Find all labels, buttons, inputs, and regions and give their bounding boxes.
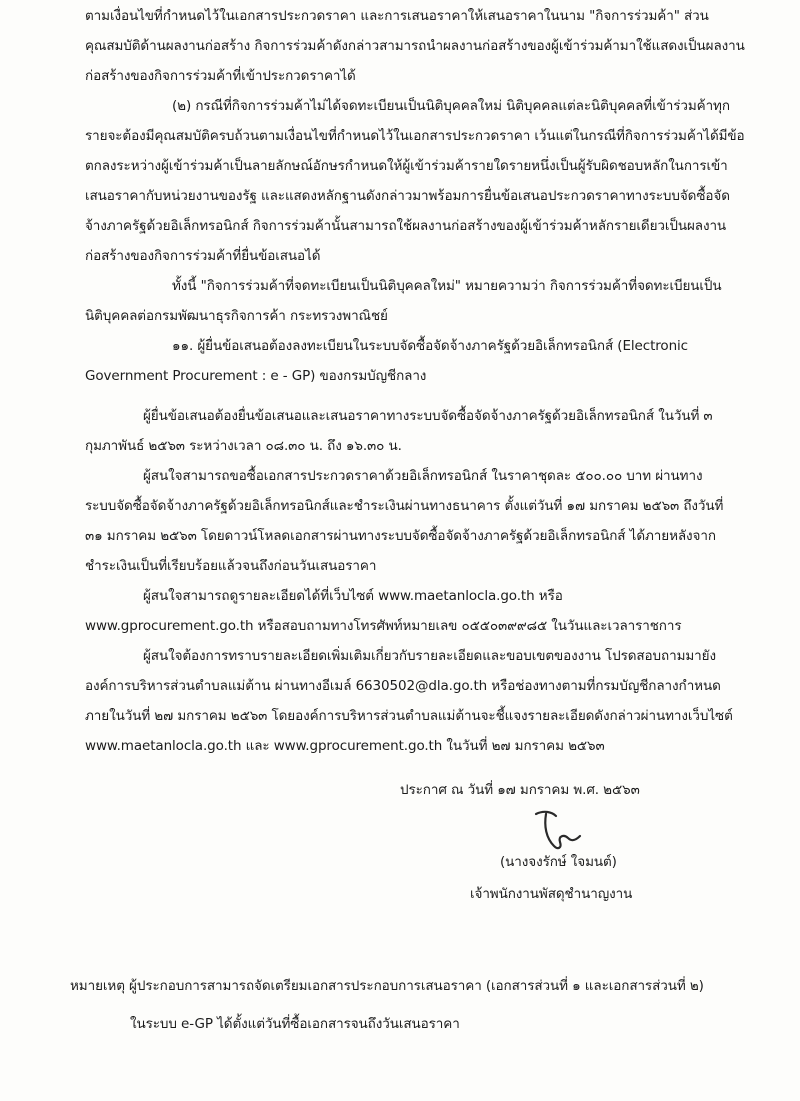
body-text-line: ภายในวันที่ ๒๗ มกราคม ๒๕๖๓ โดยองค์การบริหารส่วนตำบลแม่ต้านจะชี้แจงรายละเอียดดังกล่าวผ่านทางเว็บไซต์ (85, 708, 733, 724)
note-text-line: หมายเหตุ ผู้ประกอบการสามารถจัดเตรียมเอกสารประกอบการเสนอราคา (เอกสารส่วนที่ ๑ และเอกสารส่วนที่ ๒) (70, 978, 704, 994)
body-text-line: องค์การบริหารส่วนตำบลแม่ต้าน ผ่านทางอีเมล์ 6630502@dla.go.th หรือช่องทางตามที่กรมบัญชีกลางกำหนด (85, 678, 721, 694)
body-text-line: ผู้สนใจสามารถดูรายละเอียดได้ที่เว็บไซต์ www.maetanlocla.go.th หรือ (143, 588, 563, 604)
body-text-line: ๑๑. ผู้ยื่นข้อเสนอต้องลงทะเบียนในระบบจัดซื้อจัดจ้างภาครัฐด้วยอิเล็กทรอนิกส์ (Electronic (172, 338, 689, 354)
body-text-line: ก่อสร้างของกิจการร่วมค้าที่ยื่นข้อเสนอได้ (85, 248, 321, 264)
body-text-line: คุณสมบัติด้านผลงานก่อสร้าง กิจการร่วมค้าดังกล่าวสามารถนำผลงานก่อสร้างของผู้เข้าร่วมค้ามาใช้แสดงเป็นผลงาน (85, 38, 745, 54)
body-text-line: ชำระเงินเป็นที่เรียบร้อยแล้วจนถึงก่อนวันเสนอราคา (85, 558, 377, 574)
body-text-line: ตกลงระหว่างผู้เข้าร่วมค้าเป็นลายลักษณ์อักษรกำหนดให้ผู้เข้าร่วมค้ารายใดรายหนึ่งเป็นผู้รับผิดชอบหลักในการเข้า (85, 158, 728, 174)
body-text-line: www.maetanlocla.go.th และ www.gprocurement.go.th ในวันที่ ๒๗ มกราคม ๒๕๖๓ (85, 738, 605, 754)
body-text-line: ผู้สนใจต้องการทราบรายละเอียดเพิ่มเติมเกี่ยวกับรายละเอียดและขอบเขตของงาน โปรดสอบถามมายัง (143, 648, 716, 664)
body-text-line: กุมภาพันธ์ ๒๕๖๓ ระหว่างเวลา ๐๘.๓๐ น. ถึง ๑๖.๓๐ น. (85, 438, 402, 454)
body-text-line: รายจะต้องมีคุณสมบัติครบถ้วนตามเงื่อนไขที่กำหนดไว้ในเอกสารประกวดราคา เว้นแต่ในกรณีที่กิจการร่วมค้าได้มีข้อ (85, 128, 745, 144)
body-text-line: ทั้งนี้ "กิจการร่วมค้าที่จดทะเบียนเป็นนิติบุคคลใหม่" หมายความว่า กิจการร่วมค้าที่จดทะเบียนเป็น (172, 278, 722, 294)
body-text-line: ระบบจัดซื้อจัดจ้างภาครัฐด้วยอิเล็กทรอนิกส์และชำระเงินผ่านทางธนาคาร ตั้งแต่วันที่ ๑๗ มกราคม ๒๕๖๓ ถึงวันที่ (85, 498, 724, 514)
body-text-line: ตามเงื่อนไขที่กำหนดไว้ในเอกสารประกวดราคา และการเสนอราคาให้เสนอราคาในนาม "กิจการร่วมค้า" ส่วน (85, 8, 709, 24)
body-text-line: ๓๑ มกราคม ๒๕๖๓ โดยดาวน์โหลดเอกสารผ่านทางระบบจัดซื้อจัดจ้างภาครัฐด้วยอิเล็กทรอนิกส์ ได้ภายหลังจาก (85, 528, 716, 544)
body-text-line: ผู้สนใจสามารถขอซื้อเอกสารประกวดราคาด้วยอิเล็กทรอนิกส์ ในราคาชุดละ ๕๐๐.๐๐ บาท ผ่านทาง (143, 468, 703, 484)
body-text-line: จ้างภาครัฐด้วยอิเล็กทรอนิกส์ กิจการร่วมค้านั้นสามารถใช้ผลงานก่อสร้างของผู้เข้าร่วมค้าหลักรายเดียวเป็นผลงาน (85, 218, 727, 234)
body-text-line: นิติบุคคลต่อกรมพัฒนาธุรกิจการค้า กระทรวงพาณิชย์ (85, 308, 388, 324)
signer-position: เจ้าพนักงานพัสดุชำนาญงาน (470, 886, 633, 902)
body-text-line: เสนอราคากับหน่วยงานของรัฐ และแสดงหลักฐานดังกล่าวมาพร้อมการยื่นข้อเสนอประกวดราคาทางระบบจัดซื้อจัด (85, 188, 730, 204)
announcement-date: ประกาศ ณ วันที่ ๑๗ มกราคม พ.ศ. ๒๕๖๓ (400, 782, 640, 798)
body-text-line: ก่อสร้างของกิจการร่วมค้าที่เข้าประกวดราคาได้ (85, 68, 356, 84)
signature (530, 808, 590, 854)
body-text-line: www.gprocurement.go.th หรือสอบถามทางโทรศัพท์หมายเลข ๐๕๕๐๓๙๙๘๕ ในวันและเวลาราชการ (85, 618, 682, 634)
body-text-line: (๒) กรณีที่กิจการร่วมค้าไม่ได้จดทะเบียนเป็นนิติบุคคลใหม่ นิติบุคคลแต่ละนิติบุคคลที่เข้าร่วมค้าทุก (172, 98, 730, 114)
body-text-line: ผู้ยื่นข้อเสนอต้องยื่นข้อเสนอและเสนอราคาทางระบบจัดซื้อจัดจ้างภาครัฐด้วยอิเล็กทรอนิกส์ ในวันที่ ๓ (143, 408, 713, 424)
note-text-line: ในระบบ e-GP ได้ตั้งแต่วันที่ซื้อเอกสารจนถึงวันเสนอราคา (130, 1016, 460, 1032)
signer-name: (นางจงรักษ์ ใจมนต์) (500, 854, 617, 870)
body-text-line: Government Procurement : e - GP) ของกรมบัญชีกลาง (85, 368, 427, 384)
